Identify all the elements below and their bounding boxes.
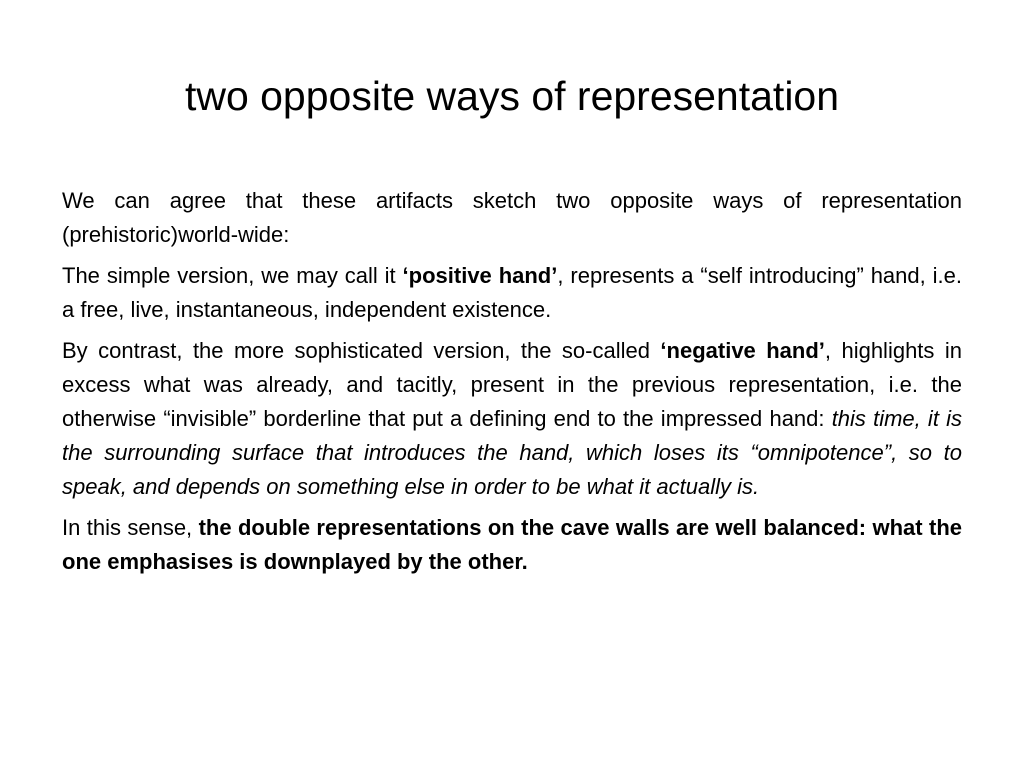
paragraph-negative-hand-text-2: , highlights in excess what was already, and tacitly, present in the previous representation, i.e. the otherwise “invisible” borderline that put a defining end to the impressed hand: xyxy=(62,338,962,431)
slide-title: two opposite ways of representation xyxy=(184,73,840,119)
paragraph-intro xyxy=(62,184,962,252)
negative-hand-term: ‘negative hand’ xyxy=(660,338,825,363)
paragraph-conclusion-bold: the double representations on the cave walls are well balanced: what the one emphasises is downplayed by the other. xyxy=(62,515,962,574)
paragraph-intro-text: We can agree that these artifacts sketch two opposite ways of representation (prehistoric)world-wide: xyxy=(62,188,962,247)
paragraph-negative-hand-text-1: By contrast, the more sophisticated version, the so-called xyxy=(62,338,661,363)
positive-hand-term: ‘positive hand’ xyxy=(402,263,558,288)
slide-body xyxy=(62,184,962,586)
paragraph-positive-hand xyxy=(62,259,962,327)
paragraph-negative-hand xyxy=(62,334,962,504)
paragraph-positive-hand-text-2: , represents a “self introducing” hand, i.e. a free, live, instantaneous, independent existence. xyxy=(62,263,963,322)
paragraph-positive-hand-text-1: The simple version, we may call it xyxy=(62,263,403,288)
paragraph-negative-hand-italic: this time, it is the surrounding surface that introduces the hand, which loses its “omnipotence”, so to speak, and depends on something else in order to be what it actually is. xyxy=(62,406,962,499)
paragraph-conclusion xyxy=(62,511,962,579)
paragraph-conclusion-text-1: In this sense, xyxy=(62,515,199,540)
